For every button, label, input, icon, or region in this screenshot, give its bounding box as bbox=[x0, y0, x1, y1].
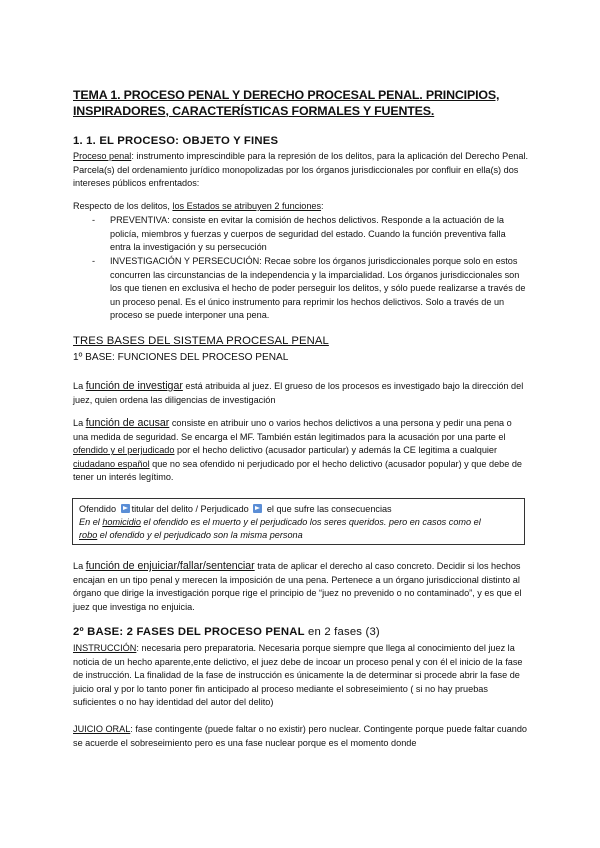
arrow-right-icon bbox=[121, 504, 130, 513]
document-title: TEMA 1. PROCESO PENAL Y DERECHO PROCESAL PENAL. PRINCIPIOS, INSPIRADORES, CARACTERÍSTICAS FORMALES Y FUENTES. bbox=[73, 88, 500, 118]
term-ofendido-perjudicado: ofendido y el perjudicado bbox=[73, 445, 175, 456]
text: el ofendido es el muerto y el perjudicado los seres queridos. pero en casos como el bbox=[140, 517, 481, 528]
note-line-3 bbox=[79, 529, 519, 542]
term-juicio-oral: JUICIO ORAL bbox=[73, 724, 131, 734]
list-dash: - bbox=[92, 215, 96, 225]
note-line-2 bbox=[79, 516, 519, 529]
definition-text: : instrumento imprescindible para la represión de los delitos, para la aplicación del Derecho Penal. Parcela(s) del ordenamiento jurídico monopolizadas por los órganos jurisdiccionales por confluir en ella(s) dos intereses públicos enfrentados: bbox=[73, 151, 528, 189]
term-proceso-penal: Proceso penal bbox=[73, 151, 132, 161]
note-line-1 bbox=[79, 503, 519, 516]
term-robo: robo bbox=[79, 530, 98, 541]
text: : necesaria pero preparatoria. Necesaria porque siempre que llega al conocimiento del juez la noticia de un hecho aparente,ente delictivo, el juez debe de incoar un proceso penal y con él el inicio de la fase de instrucción. La finalidad de la fase de instrucción es únicamente la de determinar si procede abrir la fase de juicio oral y por lo tanto poner fin anticipado al proceso mediante el sobreseimiento ( si no hay pruebas suficientes o no hay identidad del autor del delito) bbox=[73, 643, 523, 708]
heading-rest: en 2 fases (3) bbox=[304, 626, 380, 638]
note-box bbox=[72, 498, 525, 545]
term-funcion-investigar: función de investigar bbox=[85, 380, 183, 392]
term-funcion-acusar: función de acusar bbox=[85, 417, 170, 429]
paragraph-proceso-penal bbox=[73, 150, 528, 191]
paragraph-acusar bbox=[73, 417, 528, 485]
term-funcion-enjuiciar: función de enjuiciar/fallar/sentenciar bbox=[85, 560, 255, 572]
section-heading-segunda-base bbox=[73, 626, 380, 638]
paragraph-investigar bbox=[73, 380, 528, 407]
term-ciudadano-espanol: ciudadano español bbox=[73, 458, 150, 469]
text: La bbox=[73, 561, 86, 571]
list-item-text: PREVENTIVA: consiste en evitar la comisión de hechos delictivos. Responde a la actuación de la policía, miembros y fuerzas y cuerpos de seguridad del estado. Cuando la función preventiva falla entra la investigación y su persecución bbox=[110, 215, 506, 253]
text: el que sufre las consecuencias bbox=[264, 504, 392, 514]
list-dash: - bbox=[92, 256, 96, 266]
paragraph-enjuiciar bbox=[73, 560, 528, 614]
text: consiste en atribuir uno o varios hechos delictivos a una persona y pedir una pena o una medida de seguridad. Se encarga el MF. También están legitimados para la acusación por una parte el bbox=[73, 418, 512, 442]
intro-text: Respecto de los delitos, bbox=[73, 201, 173, 211]
text: trata de aplicar el derecho al caso concreto. Decidir si los hechos encajan en un tipo penal y merecen la imposición de una pena. Pertenece a un órgano jurisdiccional distinto al órgano que dirige la investigación porque rige el principio de “juez no prevenido o no contaminado”, y es que el juez que investiga no enjuicia. bbox=[73, 561, 522, 612]
section-heading-proceso: 1. 1. EL PROCESO: OBJETO Y FINES bbox=[73, 135, 279, 147]
arrow-right-icon bbox=[253, 504, 262, 513]
intro-underlined: los Estados se atribuyen 2 funciones bbox=[172, 201, 322, 211]
section-heading-tres-bases: TRES BASES DEL SISTEMA PROCESAL PENAL bbox=[73, 335, 329, 347]
text: La bbox=[73, 418, 86, 428]
heading-bold: 2º BASE: 2 FASES DEL PROCESO PENAL bbox=[73, 626, 305, 638]
list-item-text: INVESTIGACIÓN Y PERSECUCIÓN: Recae sobre los órganos jurisdiccionales porque solo en estos concurren las circunstancias de la independencia y la imparcialidad. Los órganos jurisdiccionales son los que tienen en exclusiva el hecho de poder perseguir los delitos, y sólo puede realizarse a través de un proceso penal. Es el único instrumento para reprimir los hechos delictivos. Solo a través de un proceso se puede interponer una pena. bbox=[110, 256, 526, 321]
text: Ofendido bbox=[79, 504, 119, 514]
text: En el bbox=[79, 517, 103, 528]
subheading-primera-base: 1º BASE: FUNCIONES DEL PROCESO PENAL bbox=[73, 352, 289, 363]
paragraph-funciones-intro bbox=[73, 200, 528, 214]
text: el ofendido y el perjudicado son la misma persona bbox=[97, 530, 303, 541]
paragraph-juicio-oral bbox=[73, 723, 528, 750]
paragraph-instruccion bbox=[73, 642, 528, 710]
text: que no sea ofendido ni perjudicado por el hecho delictivo (acusador popular) y que debe de tener un interés legítimo. bbox=[73, 458, 522, 483]
text: La bbox=[73, 381, 86, 391]
text: por el hecho delictivo (acusador particular) y además la CE legitima a cualquier bbox=[174, 445, 498, 456]
term-instruccion: INSTRUCCIÓN bbox=[73, 643, 137, 653]
text: está atribuida al juez. El grueso de los procesos es investigado bajo la dirección del juez, quien ordena las diligencias de investigación bbox=[73, 381, 524, 405]
text: : fase contingente (puede faltar o no existir) pero nuclear. Contingente porque puede faltar cuando se acuerde el sobreseimiento pero es una fase nuclear porque es el momento donde bbox=[73, 724, 527, 748]
text: titular del delito / Perjudicado bbox=[131, 504, 252, 514]
intro-colon: : bbox=[321, 201, 324, 211]
term-homicidio: homicidio bbox=[102, 517, 141, 528]
